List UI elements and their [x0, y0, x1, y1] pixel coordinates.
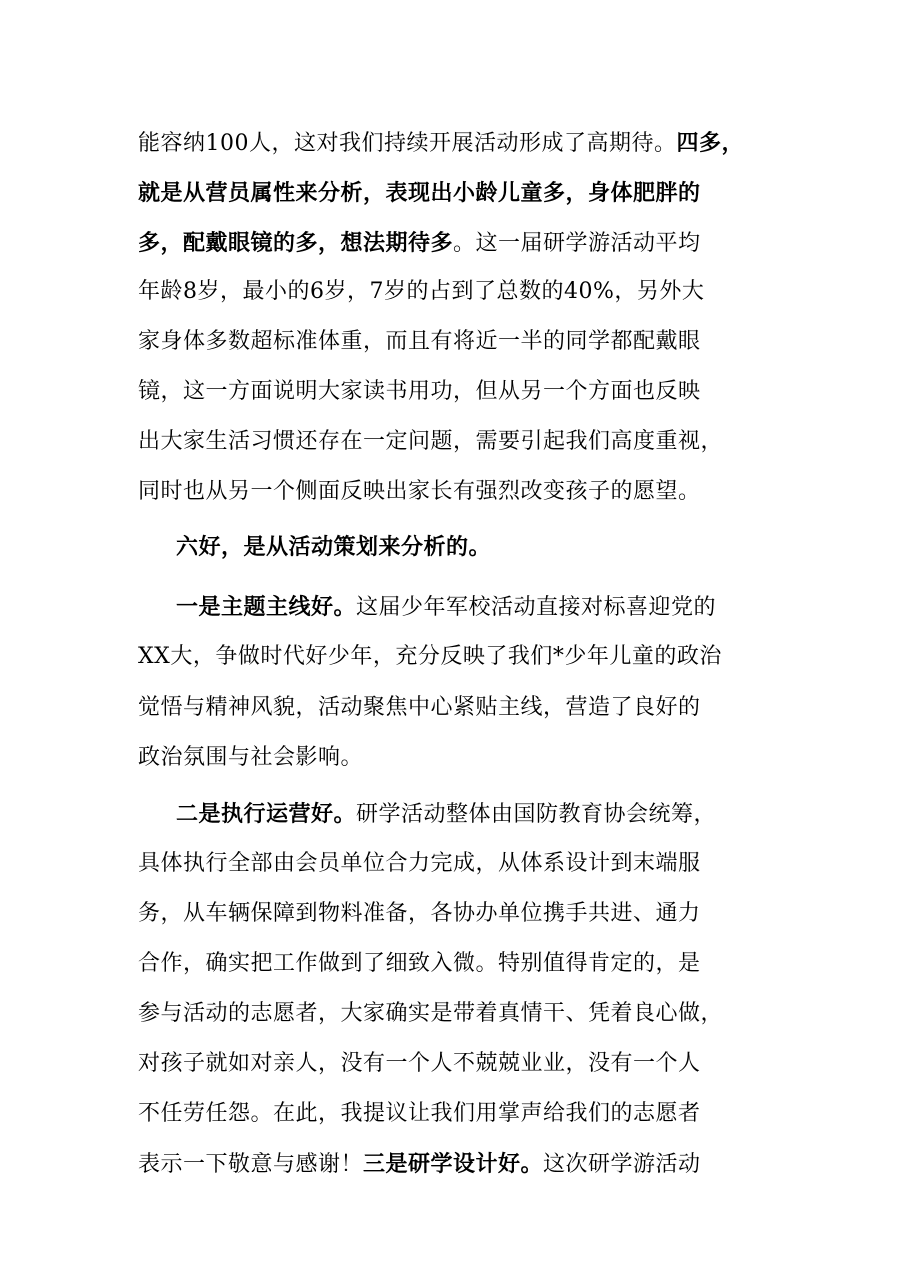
text-line-10 [176, 585, 716, 629]
text-line-12 [138, 686, 701, 730]
bold-heading-text: 就是从营员属性来分析，表现出小龄儿童多，身体肥胖的 [138, 180, 701, 206]
text-segment: 合作，确实把工作做到了细致入微。特别值得肯定的，是 [138, 951, 701, 976]
text-segment: 觉悟与精神风貌，活动聚焦中心紧贴主线，营造了良好的 [138, 695, 701, 720]
text-segment: 对孩子就如对亲人，没有一个人不兢兢业业，没有一个人 [138, 1051, 701, 1076]
text-line-21 [138, 1142, 701, 1186]
text-segment: 表示一下敬意与感谢！ [138, 1152, 364, 1177]
text-segment: 这届少年军校活动直接对标喜迎党的 [356, 595, 717, 620]
text-line-20 [138, 1092, 701, 1136]
text-segment: 务，从车辆保障到物料准备，各协办单位携手共进、通力 [138, 901, 701, 926]
section-heading: 六好，是从活动策划来分析的。 [176, 534, 492, 560]
text-line-1 [138, 121, 744, 165]
bold-heading-text: 四多， [676, 130, 745, 156]
text-line-11 [138, 635, 722, 679]
text-segment: 出大家生活习惯还存在一定问题，需要引起我们高度重视， [138, 429, 724, 454]
text-line-6 [138, 370, 701, 414]
text-segment: 这次研学游活动 [543, 1152, 701, 1177]
text-line-18 [138, 992, 723, 1036]
bold-heading-text: 三是研学设计好。 [363, 1151, 544, 1177]
text-line-4 [138, 270, 704, 314]
text-segment: XX大，争做时代好少年，充分反映了我们*少年儿童的政治 [138, 644, 722, 669]
text-line-2 [138, 171, 701, 215]
text-line-7 [138, 420, 723, 464]
text-line-13 [138, 736, 363, 780]
text-segment: 研学活动整体由国防教育协会统筹， [356, 802, 717, 827]
text-segment: 同时也从另一个侧面反映出家长有强烈改变孩子的愿望。 [138, 479, 701, 504]
bold-heading-text: 二是执行运营好。 [176, 801, 357, 827]
text-line-19 [138, 1042, 701, 1086]
text-line-14 [176, 792, 716, 836]
text-segment: 参与活动的志愿者，大家确实是带着真情干、凭着良心做， [138, 1001, 724, 1026]
text-segment: 年龄8岁，最小的6岁，7岁的占到了总数的40%，另外大 [138, 279, 705, 304]
text-line-5 [138, 320, 701, 364]
text-segment: 家身体多数超标准体重，而且有将近一半的同学都配戴眼 [138, 329, 701, 354]
text-line-8 [138, 470, 701, 514]
text-line-17 [138, 942, 701, 986]
text-segment: 政治氛围与社会影响。 [138, 745, 364, 770]
text-segment: 镜，这一方面说明大家读书用功，但从另一个方面也反映 [138, 379, 701, 404]
text-line-3 [138, 221, 701, 265]
text-line-16 [138, 892, 701, 936]
text-segment: 具体执行全部由会员单位合力完成，从体系设计到末端服 [138, 851, 701, 876]
text-segment: 能容纳100人，这对我们持续开展活动形成了高期待。 [138, 131, 677, 156]
text-segment: 不任劳任怨。在此，我提议让我们用掌声给我们的志愿者 [138, 1101, 701, 1126]
text-line-15 [138, 842, 701, 886]
text-line-9 [176, 525, 491, 569]
text-segment: 。这一届研学游活动平均 [453, 231, 701, 256]
bold-heading-text: 多，配戴眼镜的多，想法期待多 [138, 230, 454, 256]
bold-heading-text: 一是主题主线好。 [176, 594, 357, 620]
